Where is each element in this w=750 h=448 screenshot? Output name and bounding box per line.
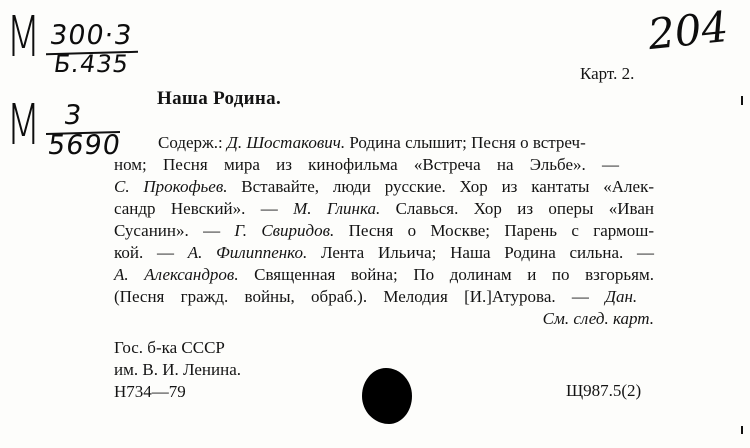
classification-number: Щ987.5(2) xyxy=(566,381,642,400)
composer-name: Г. Свиридов. xyxy=(234,221,335,240)
contents-line xyxy=(114,154,654,176)
contents-line xyxy=(114,242,654,264)
contents-line-text xyxy=(158,132,586,154)
contents-line xyxy=(114,198,654,220)
contents-line xyxy=(114,264,654,286)
contents-line xyxy=(114,286,654,308)
contents-line-text xyxy=(114,176,654,198)
contents-line-text xyxy=(114,154,619,176)
contents-text: Содерж.: xyxy=(158,133,228,152)
contents-text: ном; Песня мира из кинофильма «Встреча на Эльбе». — xyxy=(114,155,620,174)
order-number: Н734—79 xyxy=(114,382,186,401)
contents-text: кой. — xyxy=(114,243,188,262)
handwritten-shelfmark-letter-2: M xyxy=(6,93,41,158)
contents-text: Родина слышит; Песня о встреч- xyxy=(345,133,586,152)
contents-text: Священная война; По долинам и по взгорьям. xyxy=(238,265,654,284)
composer-name: М. Глинка. xyxy=(293,199,381,218)
contents-line xyxy=(114,308,654,330)
contents-line xyxy=(114,220,654,242)
contents-text: Лента Ильича; Наша Родина сильна. — xyxy=(307,243,654,262)
record-title: Наша Родина. xyxy=(157,88,282,109)
contents-line-text xyxy=(114,220,654,242)
contents-line-text xyxy=(114,286,637,308)
contents-line xyxy=(114,176,654,198)
card-number: Карт. 2. xyxy=(580,64,635,83)
library-name-dedication: им. В. И. Ленина. xyxy=(114,360,242,379)
composer-name: Д. Шостакович. xyxy=(227,133,346,152)
contents-text: Сусанин». — xyxy=(114,221,235,240)
contents-text: Вставайте, люди русские. Хор из кантаты «Алек- xyxy=(227,177,654,196)
composer-name: А. Александров. xyxy=(114,265,239,284)
composer-name: Дан. xyxy=(605,287,638,306)
scan-mark xyxy=(741,426,743,434)
contents-text: (Песня гражд. войны, обраб.). Мелодия [И.]Атурова. — xyxy=(114,287,606,306)
contents-line xyxy=(114,132,654,154)
handwritten-shelfmark-letter-1: M xyxy=(6,5,41,70)
contents-line-text xyxy=(114,198,654,220)
handwritten-shelfmark-subnumber-1: Б.435 xyxy=(52,50,131,78)
contents-note xyxy=(114,132,654,330)
handwritten-shelfmark-number-1: 300·3 xyxy=(47,20,135,51)
composer-name: См. след. карт. xyxy=(542,309,654,328)
composer-name: А. Филиппенко. xyxy=(187,243,308,262)
contents-text: Славься. Хор из оперы «Иван xyxy=(380,199,655,218)
library-name: Гос. б-ка СССР xyxy=(114,338,225,357)
composer-name: С. Прокофьев. xyxy=(114,177,228,196)
library-imprint xyxy=(114,337,241,403)
scan-mark xyxy=(741,96,743,105)
contents-line-text xyxy=(114,264,654,286)
punch-hole xyxy=(362,368,412,424)
contents-line-text xyxy=(543,308,654,330)
handwritten-shelfmark-subnumber-2: 5690 xyxy=(45,130,123,161)
contents-text: сандр Невский». — xyxy=(114,199,294,218)
contents-line-text xyxy=(114,242,654,264)
handwritten-shelfmark-number-2: 3 xyxy=(61,100,85,131)
contents-text: Песня о Москве; Парень с гармош- xyxy=(334,221,654,240)
handwritten-corner-number: 204 xyxy=(645,1,731,60)
